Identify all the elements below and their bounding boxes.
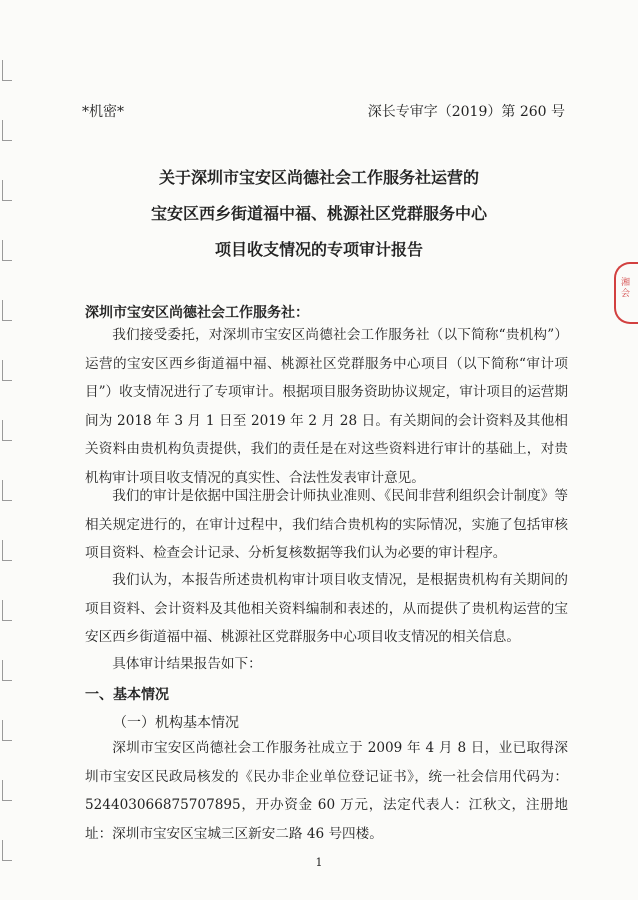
addressee: 深圳市宝安区尚德社会工作服务社： xyxy=(85,305,309,321)
paragraph-opinion: 我们认为，本报告所述贵机构审计项目收支情况，是根据贵机构有关期间的项目资料、会计资料及其他相关资料编制和表述的，从而提供了贵机构运营的宝安区西乡街道福中福、桃源社区党群服务中心项目收支情况的相关信息。 xyxy=(85,572,568,646)
classification-label: *机密* xyxy=(82,104,124,120)
page-number: 1 xyxy=(315,856,323,869)
paragraph-org-info: 深圳市宝安区尚德社会工作服务社成立于 2009 年 4 月 8 日，业已取得深圳市宝安区民政局核发的《民办非企业单位登记证书》，统一社会信用代码为：524403066875707895，开办资金 60 万元，法定代表人：江秋文，注册地址：深圳市宝安区宝城三区新安二路 46 号四楼。 xyxy=(85,740,568,842)
section-heading-basic-info: 一、基本情况 xyxy=(85,687,169,703)
binding-tick xyxy=(2,240,12,261)
title-line-1: 关于深圳市宝安区尚德社会工作服务社运营的 xyxy=(158,168,479,187)
subsection-heading-org-info: （一）机构基本情况 xyxy=(113,715,239,731)
binding-tick xyxy=(2,120,12,141)
title-line-2: 宝安区西乡街道福中福、桃源社区党群服务中心 xyxy=(150,204,487,223)
binding-tick xyxy=(2,540,12,561)
binding-tick xyxy=(2,360,12,381)
binding-tick xyxy=(2,600,12,621)
binding-tick xyxy=(2,660,12,681)
title-line-3: 项目收支情况的专项审计报告 xyxy=(214,240,423,259)
binding-tick xyxy=(2,780,12,801)
red-seal-stamp: 湘 会 xyxy=(614,262,638,324)
binding-tick xyxy=(2,300,12,321)
binding-tick xyxy=(2,180,12,201)
paragraph-engagement: 我们接受委托，对深圳市宝安区尚德社会工作服务社（以下简称“贵机构”）运营的宝安区西乡街道福中福、桃源社区党群服务中心项目（以下简称“审计项目”）收支情况进行了专项审计。根据项目服务资助协议规定，审计项目的运营期间为 2018 年 3 月 1 日至 2019 年 2 月 28 日。有关期间的会计资料及其他相关资料由贵机构负责提供，我们的责任是在对这些资料进行审计的基础上，对贵机构审计项目收支情况的真实性、合法性发表审计意见。 xyxy=(85,327,568,486)
document-number: 深长专审字（2019）第 260 号 xyxy=(367,104,565,120)
paragraph-basis: 我们的审计是依据中国注册会计师执业准则、《民间非营利组织会计制度》等相关规定进行的，在审计过程中，我们结合贵机构的实际情况，实施了包括审核项目资料、检查会计记录、分析复核数据等我们认为必要的审计程序。 xyxy=(85,488,568,562)
binding-tick xyxy=(2,720,12,741)
binding-margin xyxy=(0,0,14,900)
binding-tick xyxy=(2,480,12,501)
binding-tick xyxy=(2,60,12,81)
paragraph-results-intro: 具体审计结果报告如下： xyxy=(112,656,262,672)
binding-tick xyxy=(2,420,12,441)
